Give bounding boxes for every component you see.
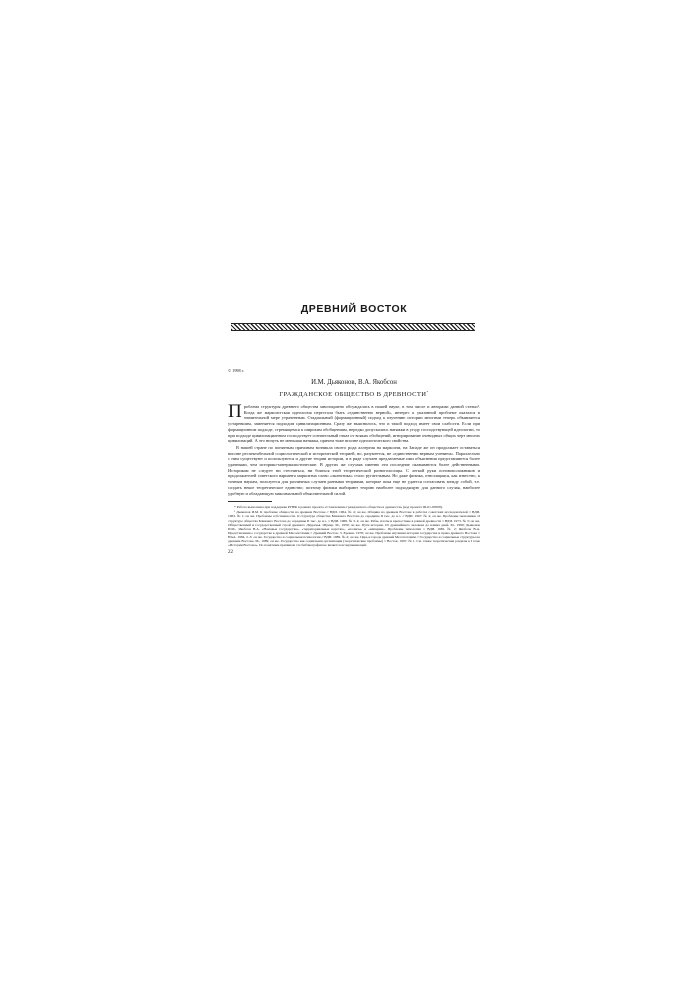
page-number: 22 [228, 550, 233, 556]
drop-cap: П [228, 401, 242, 422]
ornamental-border [231, 323, 475, 331]
article-title-text: ГРАЖДАНСКОЕ ОБЩЕСТВО В ДРЕВНОСТИ [279, 391, 427, 399]
footnote-divider [228, 501, 272, 502]
footnote-1: * Работа выполнена при поддержке РГНФ в рамках проекта «Становление гражданского общества в древности» (код проекта 96-01-00508). [234, 505, 443, 510]
article-title [228, 390, 480, 400]
journal-page [228, 300, 480, 555]
paragraph-1-text: роблема структуры древнего общества многократно обсуждалась в нашей науке, в том числе и авторами данной статьи¹. Когда же марксистская идеология перестала быть «единственно верной», интерес к указанной проблеме оказался в значительной мере утраченным. Стадиальный (формационный) подход к изучению истории многими теперь объявляется устаревшим, заменяется подходом цивилизационным. Сразу же выяснилось, что и такой подход имеет свои слабости. Если при формационном подходе, стремящемся к широким обобщениям, нередко допускались натяжки в угоду господствующей идеологии, то при подходе цивилизационном господствует сознательный отказ от всяких обобщений, игнорирование очевидных общих черт многих цивилизаций. А это ничуть не меньшая натяжка, причем тоже вполне идеологического свойства. [228, 404, 480, 444]
article-authors: И.М. Дьяконов, В.А. Якобсон [311, 379, 397, 386]
copyright-line: © 1998 г. [228, 368, 244, 373]
footnote-2: ¹ Дьяконов И.М. К проблеме общности на древнем Востоке // ВДИ. 1964. № 4; он же. Община на древнем Востоке в работах советских исследователей // ВДИ. 1963. № 1; он же. Проблемы собственности. О структуре общества Ближнего Востока до середины II тыс. до н.э. // ВДИ. 1967. № 4; он же. Проблемы экономики. О структуре общества Ближнего Востока до середины II тыс. до н.э. // ВДИ. 1968. № 3, 4; он же. Рабы, илоты и крепостные в ранней древности // ВДИ. 1973. № 3; он же. Общественный и государственный строй древнего Двуречья. Шумер. М., 1959; он же. Пути истории. От древнейшего человека до наших дней. М., 1989; Дьяконов И.М., Якобсон В.А. «Номовые государства», «территориальные царства», «полисы» и «империи». Проблемы типологии // ВДИ. 1982. № 2; Якобсон В.А. Представления о государстве в древней Месопотамии // Древний Восток. 3. Ереван. 1978; он же. Проблемы изучения истории государства и права древнего Востока // НАА. 1984. 2–3; он же. Государство и социальная психология // ВДИ. 1989. № 4; он же. Царь и города древней Месопотамии // Государство и социальные структуры на древнем Востоке. М., 1989; он же. Государство как социальная организация (теоретические проблемы) // Восток. 1997. № 1. См. также теоретические разделы в I томе «Истории Востока». По понятным причинам эта библиография не является исчерпывающей. [228, 510, 480, 548]
title-footnote-mark: * [426, 390, 429, 394]
paragraph-1 [228, 401, 480, 444]
paragraph-2: В нашей стране по понятным причинам возникла своего рода аллергия на марксизм, на Западе же он продолжает оставаться вполне респектабельной социологической и исторической теорией, но, разумеется, не «единственно верным учением». Параллельно с ним существуют и используются и другие теории истории, и в ряде случаев предлагаемые ими объяснения представляются более удачными, чем историко-материалистические. В других же случаях именно эти последние оказываются более действенными. Историкам не следует ни стесняться, ни бояться этой теоретической разноголосицы. С легкой руки основоположников и продолжателей советского варианта марксизма слово «эклектика» стало ругательным. Но даже физика, относящаяся, как известно, к точным наукам, пользуется для различных случаев разными теориями, которые пока еще не удается согласовать между собой, т.е. создать некое теоретическое единство; поэтому физики выбирают теорию наиболее подходящую для данного случая, наиболее удобную и обладающую максимальной объяснительной силой. [228, 444, 480, 496]
section-heading: ДРЕВНИЙ ВОСТОК [300, 303, 408, 315]
